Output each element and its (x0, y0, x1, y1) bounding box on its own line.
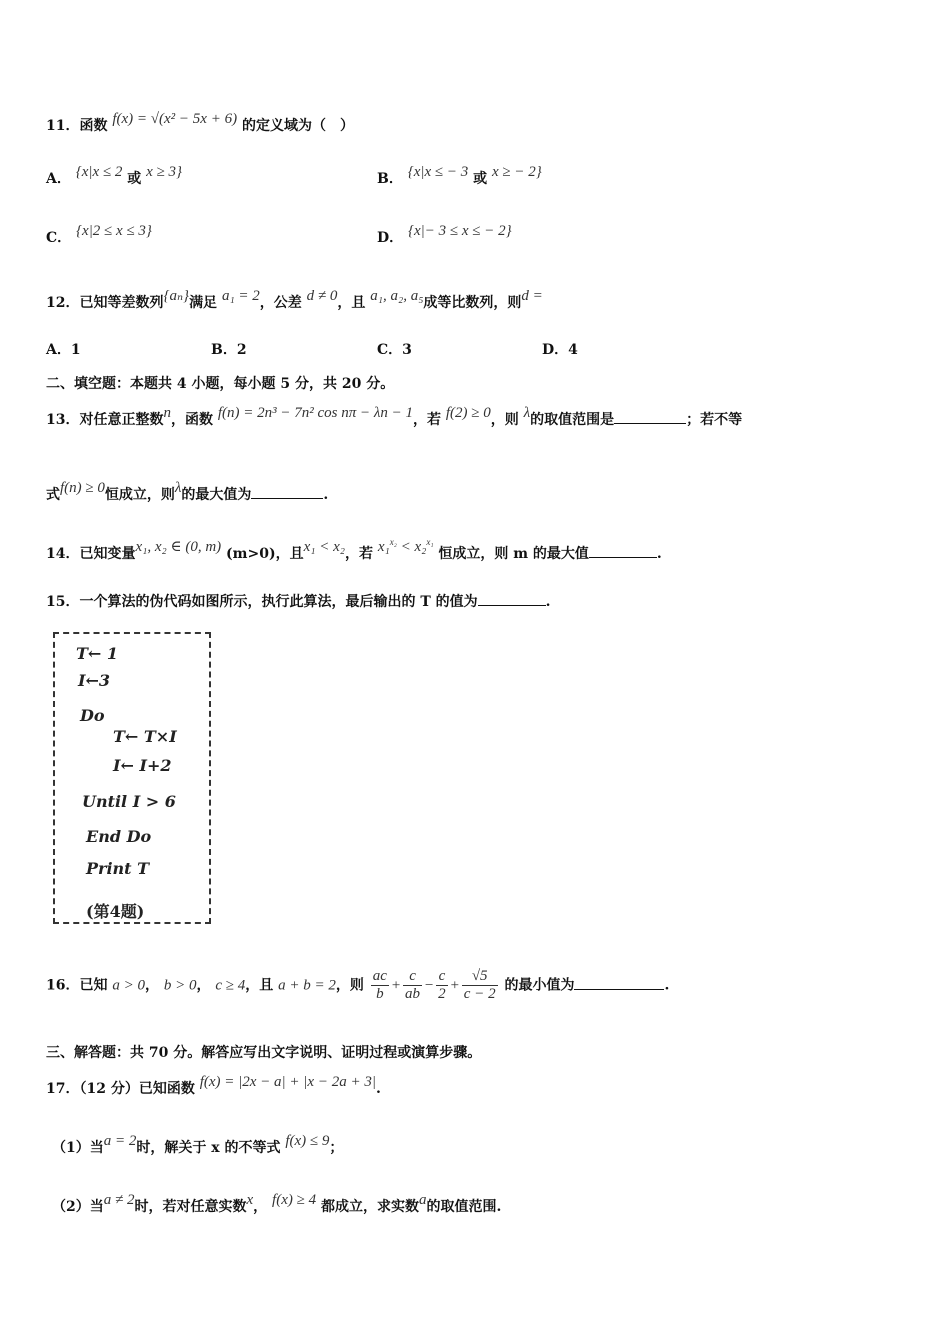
q13-text: 式 (46, 487, 60, 503)
q12-text: 12．已知等差数列 (46, 295, 164, 311)
q14-text: . (656, 546, 662, 562)
code-line: I← I+2 (113, 756, 172, 775)
answer-blank (589, 545, 657, 558)
q17-math: f(x) ≥ 4 (272, 1192, 317, 1208)
q14-text: ，若 (344, 546, 373, 562)
q13-text: 的取值范围是 (530, 412, 615, 428)
q13-math: λ (523, 405, 531, 421)
q17-math: f(x) ≤ 9 (285, 1133, 330, 1149)
q15-text: 15．一个算法的伪代码如图所示，执行此算法，最后输出的 T 的值为 (46, 594, 478, 610)
option-connector: 或 (473, 171, 488, 187)
fraction (371, 968, 389, 1003)
q13-text: . (323, 487, 329, 503)
fraction (403, 968, 422, 1003)
option-expr: {x|2 ≤ x ≤ 3} (76, 223, 152, 239)
q17-math: x (246, 1192, 254, 1208)
q17-stem (46, 1074, 381, 1098)
q13-math: f(2) ≥ 0 (445, 405, 491, 421)
q11-option-c (46, 223, 152, 247)
q12-math: d ≠ 0 (306, 288, 338, 304)
numerator: c (403, 968, 422, 986)
q16-text: 的最小值为 (504, 977, 575, 994)
q12-option-c: C．3 (377, 342, 412, 358)
q17-part2 (52, 1192, 502, 1216)
denominator: ab (405, 986, 421, 1002)
q17-text: 时，若对任意实数 (134, 1199, 247, 1215)
denominator: 2 (438, 986, 446, 1002)
q12-option-b: B．2 (211, 342, 247, 358)
answer-blank (251, 486, 323, 499)
option-label: A． (46, 171, 71, 187)
figure-caption: (第4题) (86, 902, 145, 921)
q17-math: f(x) = |2x − a| + |x − 2a + 3| (199, 1074, 376, 1090)
q17-text: ， (253, 1199, 268, 1215)
option-label: D． (377, 230, 404, 246)
q11-function: f(x) = √(x² − 5x + 6) (112, 111, 238, 127)
option-label: C． (46, 230, 72, 246)
q16-text: ， (144, 977, 159, 994)
q12-option-a: A．1 (46, 342, 81, 358)
code-line: Do (80, 706, 105, 725)
numerator: √5 (462, 968, 498, 986)
answer-blank (478, 593, 546, 606)
numerator: c (436, 968, 448, 986)
code-line: Print T (86, 859, 150, 878)
q14-math: x₁ (426, 537, 434, 547)
q13-math: f(n) = 2n³ − 7n² cos nπ − λn − 1 (217, 405, 414, 421)
answer-blank (574, 977, 664, 990)
q14-math: < (400, 539, 411, 555)
q17-text: ； (329, 1140, 344, 1156)
q13-stem-line1 (46, 405, 743, 429)
q12-text: 满足 (189, 295, 218, 311)
q16-math: b > 0 (163, 977, 197, 994)
q16-text: ，且 (245, 977, 274, 994)
code-line: I←3 (78, 671, 111, 690)
q17-math: a ≠ 2 (103, 1192, 135, 1208)
q13-math: λ (174, 480, 182, 496)
q11-suffix: 的定义域为（ ） (241, 118, 354, 134)
q12-math: a₁ = 2 (221, 288, 260, 304)
q12-math: d = (521, 288, 543, 304)
q17-math: a = 2 (103, 1133, 137, 1149)
q12-text: ，且 (337, 295, 366, 311)
operator: − (424, 977, 435, 994)
q12-math: a₁, a₂, a₅ (370, 288, 424, 304)
fraction (436, 968, 448, 1003)
q17-part1 (52, 1133, 344, 1157)
q11-option-d (377, 223, 512, 247)
q14-stem (46, 537, 662, 563)
q17-text: 的取值范围. (426, 1199, 502, 1215)
code-line: T← T×I (113, 727, 177, 746)
option-label: B． (377, 171, 403, 187)
q14-text: (m>0)，且 (226, 546, 304, 562)
code-line: T← 1 (76, 644, 119, 663)
pseudocode-figure (53, 632, 211, 924)
q13-text: ，则 (490, 412, 519, 428)
q11-option-b (377, 164, 542, 188)
q16-text: . (664, 977, 670, 994)
q16-text: ，则 (335, 977, 364, 994)
q17-text: 17．（12 分）已知函数 (46, 1081, 195, 1097)
q13-math: f(n) ≥ 0 (60, 480, 105, 496)
option-expr: {x|x ≤ 2 (75, 164, 123, 180)
q14-math: x₂ (389, 537, 397, 547)
q15-stem (46, 591, 551, 611)
q17-text: （1）当 (52, 1140, 104, 1156)
q12-option-d: D．4 (542, 342, 578, 358)
numerator: ac (372, 968, 387, 984)
q14-math: x₂ (414, 539, 427, 555)
q14-math: x₁ < x₂ (303, 539, 345, 555)
q16-math: a + b = 2 (278, 977, 336, 994)
answer-blank (614, 411, 686, 424)
q16-text: 16．已知 (46, 977, 108, 994)
q17-text: 都成立，求实数 (320, 1199, 419, 1215)
q17-text: 时，解关于 x 的不等式 (136, 1140, 281, 1156)
q15-text: . (545, 594, 551, 610)
denominator: c − 2 (463, 986, 496, 1002)
q16-math: c ≥ 4 (215, 977, 246, 994)
q17-text: . (375, 1081, 381, 1097)
q14-inequality (378, 539, 434, 555)
q13-text: 恒成立，则 (104, 487, 175, 503)
q14-text: 恒成立，则 m 的最大值 (438, 546, 589, 562)
q14-math: x₁ (377, 539, 390, 555)
fraction (462, 968, 498, 1003)
q13-stem-line2 (46, 480, 329, 504)
code-line: Until I > 6 (82, 792, 176, 811)
q14-text: 14．已知变量 (46, 546, 136, 562)
option-expr: {x|x ≤ − 3 (407, 164, 469, 180)
q17-math: a (418, 1192, 427, 1208)
q13-text: ，函数 (170, 412, 213, 428)
q16-math: a > 0 (112, 977, 145, 994)
q12-text: 成等比数列，则 (423, 295, 522, 311)
q11-option-a (46, 164, 183, 188)
option-expr: x ≥ − 2} (492, 164, 542, 180)
q14-math: x₁, x₂ ∈ (0, m) (135, 539, 222, 555)
code-line: End Do (86, 827, 152, 846)
q16-stem (46, 968, 669, 1003)
denominator: b (376, 986, 384, 1002)
q13-text: ；若不等 (686, 412, 743, 428)
q13-text: 13．对任意正整数 (46, 412, 164, 428)
section-2-heading: 二、填空题：本题共 4 小题，每小题 5 分，共 20 分。 (46, 376, 395, 392)
section-3-heading: 三、解答题：共 70 分。解答应写出文字说明、证明过程或演算步骤。 (46, 1045, 482, 1061)
q13-text: ，若 (413, 412, 442, 428)
option-expr: x ≥ 3} (146, 164, 183, 180)
q17-text: （2）当 (52, 1199, 104, 1215)
operator: + (390, 977, 402, 994)
q16-text: ， (196, 977, 211, 994)
q12-text: ，公差 (259, 295, 302, 311)
option-expr: {x|− 3 ≤ x ≤ − 2} (408, 223, 512, 239)
q11-stem (46, 111, 354, 135)
q13-text: 的最大值为 (181, 487, 252, 503)
q11-prefix: 11．函数 (46, 118, 108, 134)
option-connector: 或 (127, 171, 142, 187)
q12-math: {aₙ} (163, 288, 190, 304)
q12-stem (46, 288, 543, 312)
q13-math: n (163, 405, 171, 421)
operator: + (449, 977, 460, 994)
